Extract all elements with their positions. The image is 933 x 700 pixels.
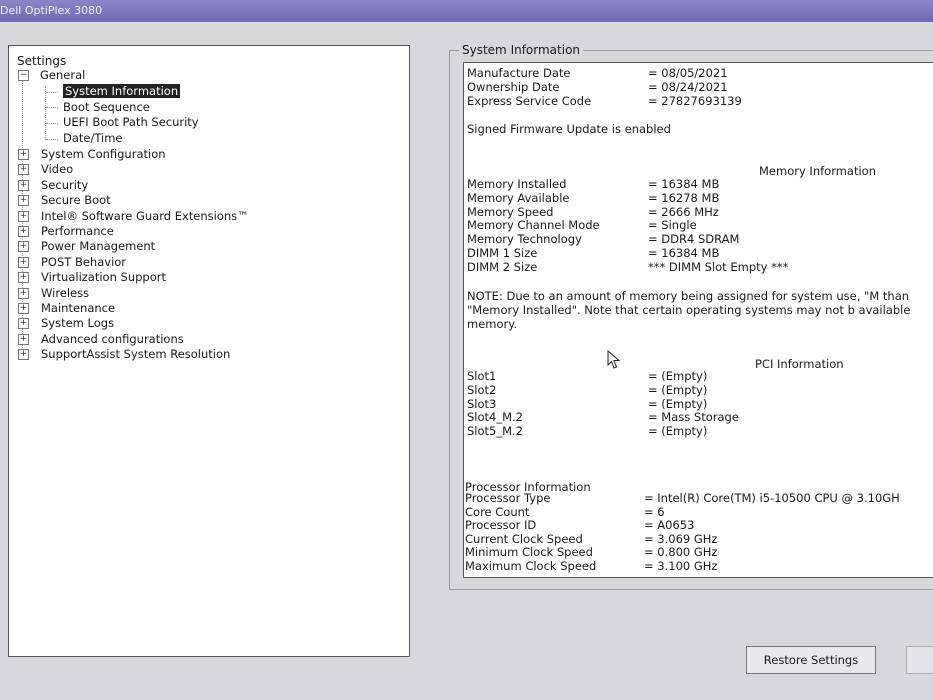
system-info-label: Manufacture Date [467, 66, 571, 80]
memory-information-heading: Memory Information [759, 164, 876, 178]
tree-item[interactable]: Maintenance [41, 301, 116, 315]
system-info-value: = 27827693139 [648, 94, 742, 108]
pci-slot-label: Slot4_M.2 [467, 410, 524, 425]
tree-item[interactable]: Wireless [41, 285, 90, 300]
tree-item-system-information[interactable] [63, 84, 180, 98]
pci-slot-label: Slot2 [467, 382, 497, 397]
plus-box-icon[interactable]: + [19, 303, 28, 313]
tree-item[interactable]: Intel® Software Guard Extensions™ [41, 208, 249, 223]
memory-info-label: DIMM 2 Size [467, 259, 538, 274]
memory-info-value: = 16278 MB [648, 190, 720, 205]
tree-item[interactable]: Performance [41, 224, 114, 238]
information-box[interactable] [463, 62, 933, 578]
memory-info-value: = DDR4 SDRAM [648, 232, 740, 247]
plus-box-icon[interactable]: + [19, 149, 28, 159]
processor-info-label: Current Clock Speed [465, 531, 583, 546]
memory-info-value: = Single [648, 218, 697, 233]
plus-box-icon[interactable]: + [19, 226, 28, 236]
tree-item-boot-sequence[interactable]: Boot Sequence [63, 100, 150, 114]
tree-item[interactable]: Secure Boot [41, 193, 111, 208]
tree-item[interactable]: Power Management [41, 239, 156, 254]
tree-item[interactable]: Virtualization Support [41, 270, 167, 285]
system-info-label: Express Service Code [467, 94, 592, 108]
tree-connector [46, 123, 58, 124]
memory-info-value: = 2666 MHz [648, 204, 719, 219]
processor-info-value: = Intel(R) Core(TM) i5-10500 CPU @ 3.10GH [644, 491, 900, 505]
tree-item[interactable]: System Configuration [41, 147, 166, 161]
panel-title: System Information [459, 43, 583, 57]
title-bar [0, 0, 933, 22]
tree-item-label: System Information [65, 84, 179, 98]
plus-box-icon[interactable]: + [19, 272, 28, 283]
tree-item-general[interactable]: General [40, 68, 86, 82]
pci-information-heading: PCI Information [755, 357, 844, 371]
pci-slot-label: Slot5_M.2 [467, 424, 524, 439]
system-info-value: = 08/24/2021 [648, 80, 728, 94]
tree-connector [45, 86, 46, 140]
plus-box-icon[interactable]: + [19, 241, 28, 252]
pci-slot-label: Slot3 [467, 396, 497, 411]
memory-info-label: Memory Speed [467, 204, 554, 219]
memory-info-label: Memory Technology [467, 232, 582, 247]
processor-info-value: = 3.100 GHz [644, 559, 718, 573]
restore-settings-button[interactable]: Restore Settings [746, 646, 876, 674]
tree-root-label: Settings [17, 54, 67, 68]
plus-box-icon[interactable]: + [19, 164, 28, 175]
tree-item[interactable]: System Logs [41, 316, 115, 331]
plus-box-icon[interactable]: + [19, 318, 28, 329]
tree-item[interactable]: SupportAssist System Resolution [41, 347, 231, 362]
pci-slot-value: = (Empty) [648, 424, 708, 439]
settings-tree[interactable] [8, 45, 410, 657]
tree-connector [46, 107, 58, 108]
tree-item-uefi-boot-path-security[interactable]: UEFI Boot Path Security [63, 115, 199, 129]
processor-info-label: Processor ID [465, 518, 537, 533]
plus-box-icon[interactable]: + [19, 287, 28, 298]
memory-info-label: Memory Channel Mode [467, 218, 600, 233]
plus-box-icon[interactable]: + [19, 195, 28, 206]
plus-box-icon[interactable]: + [19, 179, 28, 190]
tree-connector [46, 139, 58, 140]
memory-info-value: *** DIMM Slot Empty *** [648, 259, 789, 274]
system-info-label: Ownership Date [467, 80, 560, 94]
memory-info-value: = 16384 MB [648, 246, 720, 260]
tree-connector [46, 92, 58, 93]
processor-information-heading: Processor Information [465, 480, 591, 494]
secondary-button[interactable] [906, 646, 933, 674]
tree-item[interactable]: Security [41, 177, 89, 192]
plus-box-icon[interactable]: + [19, 333, 28, 344]
processor-info-label: Core Count [465, 504, 530, 519]
memory-info-label: Memory Available [467, 190, 570, 205]
pci-slot-value: = (Empty) [648, 382, 708, 397]
firmware-status-text: Signed Firmware Update is enabled [467, 122, 671, 136]
memory-info-value: = 16384 MB [648, 177, 720, 191]
minus-box-icon[interactable]: − [19, 70, 28, 80]
plus-box-icon[interactable]: + [19, 349, 28, 360]
window-title: Dell OptiPlex 3080 [0, 4, 103, 17]
tree-item[interactable]: Video [41, 162, 74, 177]
memory-info-label: Memory Installed [467, 177, 567, 191]
memory-info-label: DIMM 1 Size [467, 246, 538, 260]
processor-info-label: Processor Type [465, 491, 551, 505]
plus-box-icon[interactable]: + [19, 256, 28, 267]
tree-item[interactable]: Advanced configurations [41, 331, 184, 346]
pci-slot-value: = Mass Storage [648, 410, 739, 425]
processor-info-value: = 6 [644, 504, 665, 519]
processor-info-value: = 3.069 GHz [644, 531, 718, 546]
mouse-pointer-icon [607, 350, 621, 370]
plus-box-icon[interactable]: + [19, 210, 28, 221]
processor-info-value: = A0653 [644, 518, 695, 533]
pci-slot-label: Slot1 [467, 369, 497, 383]
processor-info-label: Maximum Clock Speed [465, 559, 597, 573]
processor-info-value: = 0.800 GHz [644, 545, 718, 560]
system-info-value: = 08/05/2021 [648, 66, 728, 80]
processor-info-label: Minimum Clock Speed [465, 545, 593, 560]
tree-item[interactable]: POST Behavior [41, 254, 127, 269]
pci-slot-value: = (Empty) [648, 369, 708, 383]
tree-item-date-time[interactable]: Date/Time [63, 131, 123, 145]
memory-note: NOTE: Due to an amount of memory being assigned for system use, "M than "Memory Installed". Note that certain operating systems may not b available memory. [467, 289, 911, 331]
pci-slot-value: = (Empty) [648, 396, 708, 411]
